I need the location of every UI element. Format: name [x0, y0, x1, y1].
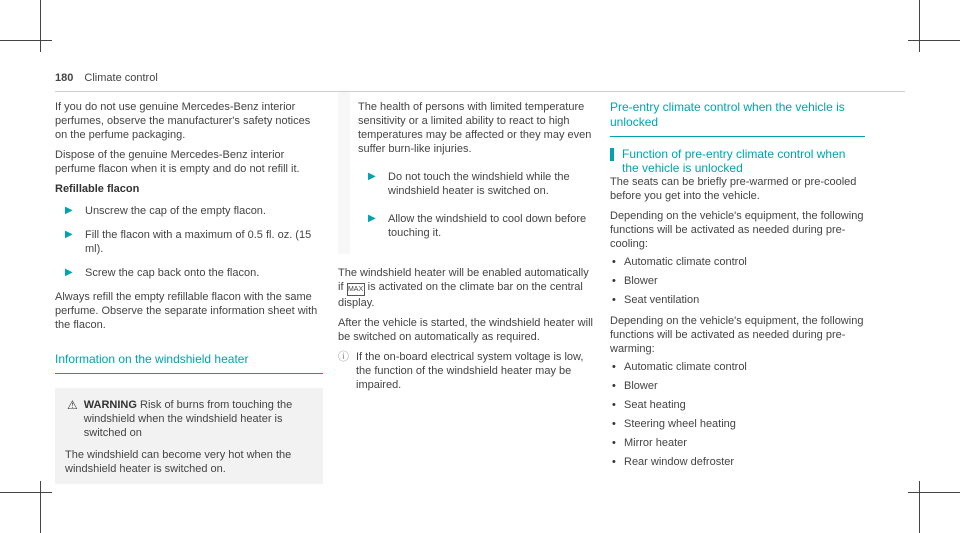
step-item	[55, 204, 323, 218]
list-item: • Automatic climate control	[610, 358, 865, 377]
header-divider	[55, 91, 905, 92]
always-text: Always refill the empty refillable flacon with the same perfume. Observe the separate information sheet with the flacon.	[55, 291, 318, 331]
auto-enable-text	[338, 266, 596, 310]
list-item: • Rear window defroster	[610, 453, 865, 472]
crop-mark	[919, 0, 920, 52]
warning-triangle-icon: ⚠	[67, 398, 78, 412]
step-item	[55, 228, 323, 256]
crop-mark	[908, 492, 960, 493]
note-item	[338, 350, 596, 392]
warming-intro: Depending on the vehicle's equipment, the following functions will be activated as needed during pre-warming:	[610, 315, 864, 355]
cooling-list	[610, 253, 865, 310]
subsection-title: Function of pre-entry climate control when the vehicle is unlocked	[622, 147, 846, 175]
note-text: If the on-board electrical system voltage is low, the function of the windshield heater may be impaired.	[356, 351, 584, 391]
step-text: Allow the windshield to cool down before touching it.	[388, 213, 587, 239]
dispose-text: Dispose of the genuine Mercedes-Benz interior perfume flacon when it is empty and do not refill it.	[55, 149, 300, 175]
step-item	[55, 266, 323, 280]
after-start-text: After the vehicle is started, the windshield heater will be switched on automatically as required.	[338, 317, 593, 343]
list-item: • Automatic climate control	[610, 253, 865, 272]
warning-header	[65, 398, 313, 440]
info-icon: ⓘ	[338, 351, 349, 363]
warning-continuation	[338, 100, 596, 254]
crop-mark	[908, 40, 960, 41]
section-title: Information on the windshield heater	[55, 352, 249, 366]
warming-list	[610, 358, 865, 472]
warning-continuation-bar	[338, 92, 350, 254]
crop-mark	[0, 40, 52, 41]
intro-text: If you do not use genuine Mercedes-Benz interior perfumes, observe the manufacturer's safety notices on the perfume packaging.	[55, 101, 311, 141]
crop-mark	[40, 481, 41, 533]
crop-mark	[40, 0, 41, 52]
warning-box	[55, 388, 323, 484]
list-item: • Mirror heater	[610, 434, 865, 453]
crop-mark	[0, 492, 52, 493]
section-title: Pre-entry climate control when the vehicle is unlocked	[610, 100, 845, 129]
list-item: • Blower	[610, 272, 865, 291]
step-text: Screw the cap back onto the flacon.	[85, 267, 260, 279]
warning-label: WARNING	[83, 399, 137, 411]
refill-heading: Refillable flacon	[55, 183, 140, 195]
list-item: • Blower	[610, 377, 865, 396]
section-divider	[610, 136, 865, 137]
list-item: • Steering wheel heating	[610, 415, 865, 434]
health-text: The health of persons with limited temperature sensitivity or a limited ability to react to high temperatures may be affected or they may even suffer burn-like injuries.	[358, 101, 592, 155]
page-number: 180	[55, 72, 74, 84]
windshield-max-icon: MAX	[347, 283, 365, 296]
cooling-intro: Depending on the vehicle's equipment, the following functions will be activated as needed during pre-cooling:	[610, 210, 864, 250]
warning-body: The windshield can become very hot when the windshield heater is switched on.	[65, 449, 292, 475]
arrow-right-icon: ▶	[65, 267, 73, 278]
section-divider	[55, 373, 323, 374]
arrow-right-icon: ▶	[65, 229, 73, 240]
arrow-right-icon: ▶	[368, 213, 376, 224]
step-text: Fill the flacon with a maximum of 0.5 fl. oz. (15 ml).	[85, 229, 312, 255]
heading-bar	[610, 148, 614, 161]
crop-mark	[919, 481, 920, 533]
list-item: • Seat ventilation	[610, 291, 865, 310]
seats-text: The seats can be briefly pre-warmed or pre-cooled before you get into the vehicle.	[610, 176, 857, 202]
auto-enable-part2: is activated on the climate bar on the central display.	[338, 281, 583, 309]
column-3	[610, 100, 865, 476]
column-1	[55, 100, 323, 484]
section-name: Climate control	[84, 72, 158, 84]
list-item: • Seat heating	[610, 396, 865, 415]
step-text: Do not touch the windshield while the windshield heater is switched on.	[388, 171, 570, 197]
arrow-right-icon: ▶	[65, 205, 73, 216]
column-2	[338, 100, 596, 392]
subsection-heading	[610, 147, 865, 175]
arrow-right-icon: ▶	[368, 171, 376, 182]
step-item	[358, 170, 596, 198]
auto-enable-part1: The windshield heater will be enabled automatically if	[338, 267, 589, 293]
warning-heading: Risk of burns from touching the windshield when the windshield heater is switched on	[83, 399, 293, 439]
step-item	[358, 212, 596, 240]
page-header	[55, 72, 158, 84]
step-text: Unscrew the cap of the empty flacon.	[85, 205, 266, 217]
